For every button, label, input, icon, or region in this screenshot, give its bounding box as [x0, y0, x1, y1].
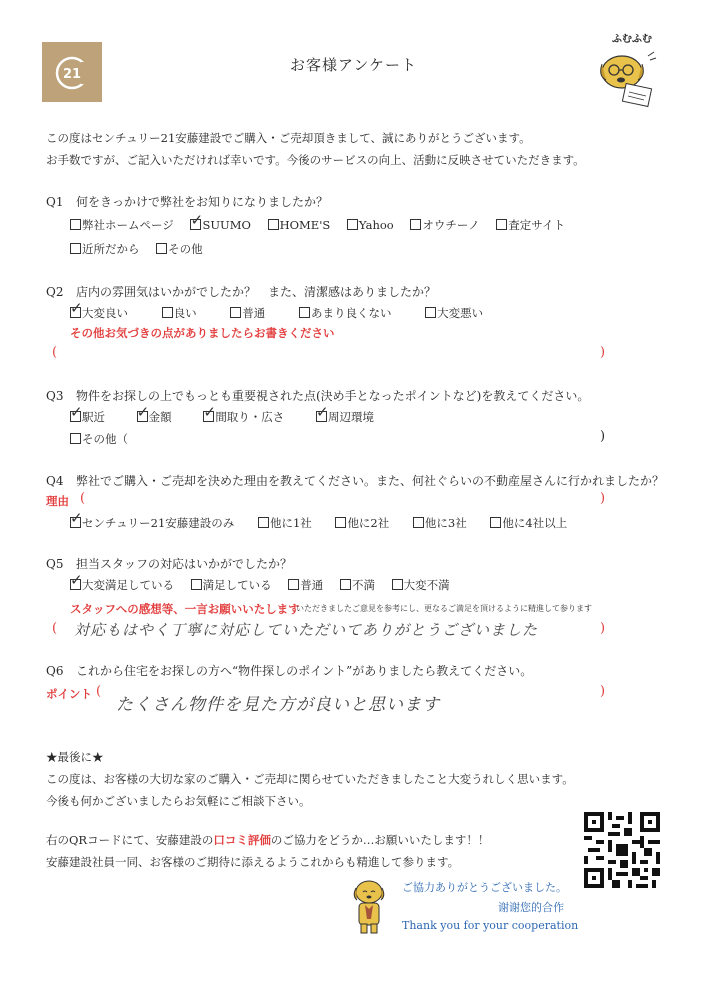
- q2-number: Q2: [46, 285, 64, 299]
- q4-number: Q4: [46, 474, 64, 488]
- review-highlight: 口コミ評価: [213, 833, 271, 847]
- dog-mascot-bowing-image: [345, 876, 393, 936]
- thanks-japanese: ご協力ありがとうございました。: [402, 881, 567, 894]
- q3-option-price[interactable]: ✓ 金額: [136, 403, 172, 424]
- checkbox[interactable]: [347, 219, 358, 230]
- checkbox-checked[interactable]: [136, 403, 150, 422]
- checkmark-icon: ✓: [190, 211, 204, 229]
- q4-reason-field[interactable]: [90, 491, 594, 509]
- q1-number: Q1: [46, 195, 64, 209]
- q5-option-satisfied[interactable]: 満足している: [191, 577, 272, 593]
- q2-comment-prompt: その他お気づきの点がありましたらお書きください: [70, 326, 335, 340]
- q2-paren-open: (: [52, 345, 58, 360]
- q5-option-very-dissatisfied[interactable]: 大変不満: [392, 577, 450, 593]
- checkbox[interactable]: [335, 517, 346, 528]
- q4-option-2-other[interactable]: 他に2社: [335, 515, 389, 531]
- checkmark-icon: ✓: [70, 299, 83, 317]
- checkbox[interactable]: [392, 579, 403, 590]
- q1-option-neighborhood[interactable]: 近所だから: [70, 241, 140, 257]
- logo-text: 21: [62, 67, 82, 82]
- checkbox-checked[interactable]: [70, 571, 83, 590]
- q6-paren-open: (: [96, 684, 102, 699]
- intro-line-2: お手数ですが、ご記入いただければ幸いです。今後のサービスの向上、活動に反映させていただきます。: [46, 153, 585, 167]
- q6-question: [46, 662, 532, 679]
- checkbox-checked[interactable]: [70, 403, 83, 422]
- q2-question: [46, 283, 436, 300]
- checkbox[interactable]: [258, 517, 269, 528]
- q6-paren-close: ): [600, 684, 606, 699]
- q5-option-dissatisfied[interactable]: 不満: [340, 577, 375, 593]
- closing-heading: ★最後に★: [46, 750, 104, 764]
- checkbox[interactable]: [230, 307, 241, 318]
- q4-option-3-other[interactable]: 他に3社: [413, 515, 467, 531]
- checkmark-icon: ✓: [203, 403, 216, 421]
- q5-paren-close: ): [600, 621, 606, 636]
- checkmark-icon: ✓: [315, 403, 329, 421]
- q1-text: 何をきっかけで弊社をお知りになりましたか？: [76, 195, 329, 209]
- checkbox-checked[interactable]: [190, 211, 204, 230]
- q5-paren-open: (: [52, 621, 58, 636]
- checkbox-checked[interactable]: [203, 403, 216, 422]
- q4-question: [46, 472, 664, 489]
- q4-paren-close: ): [600, 491, 606, 506]
- checkmark-icon: ✓: [70, 571, 83, 589]
- checkbox[interactable]: [496, 219, 507, 230]
- q5-comment-prompt: スタッフへの感想等、一言お願いいたします: [70, 602, 300, 616]
- q6-number: Q6: [46, 664, 64, 678]
- q5-option-very-satisfied[interactable]: ✓ 大変満足している: [70, 571, 174, 592]
- q4-option-4plus-other[interactable]: 他に4社以上: [490, 515, 567, 531]
- checkbox[interactable]: [425, 307, 436, 318]
- q1-option-satei[interactable]: 査定サイト: [496, 217, 565, 233]
- intro-line-1: この度はセンチュリー21安藤建設でご購入・ご売却頂きまして、誠にありがとうございます。: [46, 131, 531, 145]
- q4-options: [70, 509, 580, 531]
- checkbox-checked[interactable]: [70, 509, 83, 528]
- q1-option-homes[interactable]: HOME'S: [268, 218, 331, 232]
- q1-option-other[interactable]: その他: [156, 241, 203, 257]
- checkbox[interactable]: [340, 579, 351, 590]
- q2-paren-close: ): [600, 345, 606, 360]
- q2-comment-field[interactable]: [62, 345, 594, 363]
- q3-other-row: [70, 431, 141, 447]
- q4-option-1-other[interactable]: 他に1社: [258, 515, 312, 531]
- closing-line-3: 右のQRコードにて、安藤建設の口コミ評価のご協力をどうか…お願いいたします！！: [46, 833, 490, 847]
- checkbox[interactable]: [490, 517, 501, 528]
- q1-option-ouchino[interactable]: オウチーノ: [410, 217, 479, 233]
- q6-handwritten-answer[interactable]: たくさん物件を見た方が良いと思います: [116, 695, 440, 715]
- q5-options: [70, 571, 463, 593]
- q3-option-station[interactable]: ✓ 駅近: [70, 403, 105, 424]
- checkbox[interactable]: [288, 579, 299, 590]
- q2-option-normal[interactable]: 普通: [230, 305, 265, 321]
- q4-paren-open: (: [80, 491, 86, 506]
- checkmark-icon: ✓: [70, 509, 83, 527]
- mascot-caption: ふむふむ: [612, 34, 652, 45]
- q1-question: [46, 193, 328, 210]
- page-title: お客様アンケート: [289, 56, 418, 74]
- thanks-english: Thank you for your cooperation: [402, 919, 579, 932]
- qr-code[interactable]: [584, 812, 660, 888]
- q5-question: [46, 555, 292, 572]
- q6-text: これから住宅をお探しの方へ“物件探しのポイント”がありましたら教えてください。: [76, 664, 533, 678]
- q5-handwritten-answer[interactable]: 対応もはやく丁寧に対応していただいてありがとうございました: [74, 621, 539, 639]
- checkbox[interactable]: [70, 243, 81, 254]
- q2-option-very-bad[interactable]: 大変悪い: [425, 305, 483, 321]
- closing-line-1: この度は、お客様の大切な家のご購入・ご売却に関らせていただきましたこと大変うれしく思います。: [46, 772, 574, 786]
- checkmark-icon: ✓: [70, 403, 83, 421]
- q3-option-other[interactable]: その他（: [70, 431, 128, 447]
- q3-paren-close: ): [600, 429, 606, 444]
- checkbox[interactable]: [410, 219, 421, 230]
- q5-text: 担当スタッフの対応はいかがでしたか？: [76, 557, 293, 571]
- closing-line-2: 今後も何かございましたらお気軽にご相談下さい。: [46, 794, 311, 808]
- q3-option-layout[interactable]: ✓ 間取り・広さ: [203, 403, 285, 424]
- q5-note: いただきましたご意見を参考にし、更なるご満足を頂けるように精進して参ります: [296, 604, 592, 613]
- q4-reason-label: 理由: [46, 494, 69, 508]
- checkbox-checked[interactable]: [315, 403, 329, 422]
- q3-option-surroundings[interactable]: ✓ 周辺環境: [315, 403, 374, 424]
- q3-number: Q3: [46, 389, 64, 403]
- checkbox[interactable]: [162, 307, 173, 318]
- q6-point-label: ポイント: [46, 687, 92, 701]
- checkbox[interactable]: [268, 219, 279, 230]
- thanks-chinese: 谢谢您的合作: [498, 901, 564, 914]
- q5-option-normal[interactable]: 普通: [288, 577, 323, 593]
- checkbox[interactable]: [156, 243, 167, 254]
- q1-option-homepage[interactable]: 弊社ホームページ: [70, 217, 174, 233]
- q3-options: [70, 403, 387, 425]
- q1-option-suumo[interactable]: ✓ SUUMO: [190, 211, 251, 232]
- checkbox[interactable]: [413, 517, 424, 528]
- checkbox[interactable]: [191, 579, 202, 590]
- q1-options-row2: [70, 241, 216, 257]
- q2-option-very-good[interactable]: ✓ 大変良い: [70, 299, 128, 320]
- closing-line-4: 安藤建設社員一同、お客様のご期待に添えるようこれからも精進して参ります。: [46, 855, 460, 869]
- q2-option-not-good[interactable]: あまり良くない: [299, 305, 392, 321]
- checkbox[interactable]: [70, 219, 81, 230]
- checkbox-checked[interactable]: [70, 299, 83, 318]
- checkmark-icon: ✓: [136, 403, 150, 421]
- q4-option-only-us[interactable]: ✓ センチュリー21安藤建設のみ: [70, 509, 235, 530]
- q5-number: Q5: [46, 557, 64, 571]
- dog-mascot-writing-image: [584, 30, 664, 110]
- q1-option-yahoo[interactable]: Yahoo: [347, 218, 394, 232]
- q2-text: 店内の雰囲気はいかがでしたか？ また、清潔感はありましたか？: [76, 285, 437, 299]
- checkbox[interactable]: [299, 307, 310, 318]
- q3-text: 物件をお探しの上でもっとも重要視された点(決め手となったポイントなど)を教えてください。: [76, 389, 590, 403]
- q2-options: [70, 299, 496, 321]
- q2-option-good[interactable]: 良い: [162, 305, 197, 321]
- checkbox[interactable]: [70, 433, 81, 444]
- q4-text: 弊社でご購入・ご売却を決めた理由を教えてください。また、何社ぐらいの不動産屋さんに行かれましたか？: [76, 474, 665, 488]
- q1-options-row1: [70, 211, 578, 233]
- q3-question: [46, 387, 589, 404]
